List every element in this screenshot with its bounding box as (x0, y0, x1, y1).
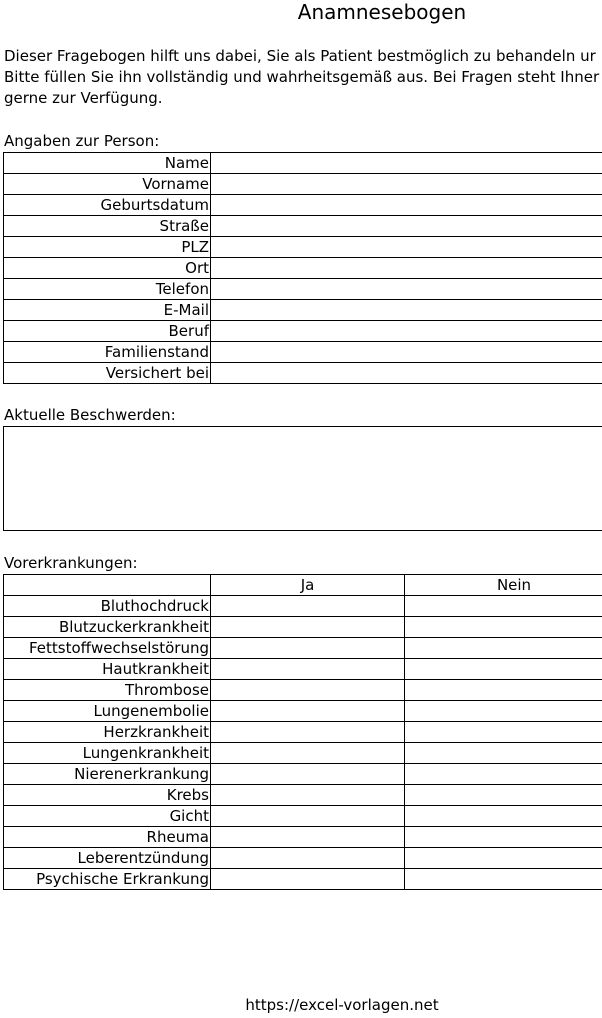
personal-row (4, 363, 602, 384)
intro-line: Bitte füllen Sie ihn vollständig und wahrheitsgemäß aus. Bei Fragen steht Ihner (4, 68, 600, 86)
field-input[interactable] (211, 258, 602, 279)
header-blank-cell (4, 575, 211, 596)
personal-row (4, 153, 602, 174)
complaints-input[interactable] (3, 426, 602, 531)
condition-label: Leberentzündung (4, 848, 211, 869)
condition-row (4, 785, 602, 806)
condition-row (4, 701, 602, 722)
personal-row (4, 237, 602, 258)
ja-cell[interactable] (211, 722, 405, 743)
condition-label: Gicht (4, 806, 211, 827)
field-label: Vorname (4, 174, 211, 195)
condition-row (4, 617, 602, 638)
nein-cell[interactable] (405, 806, 602, 827)
ja-cell[interactable] (211, 806, 405, 827)
nein-cell[interactable] (405, 848, 602, 869)
field-input[interactable] (211, 174, 602, 195)
field-input[interactable] (211, 300, 602, 321)
ja-cell[interactable] (211, 785, 405, 806)
nein-cell[interactable] (405, 785, 602, 806)
condition-label: Blutzuckerkrankheit (4, 617, 211, 638)
intro-line: Dieser Fragebogen hilft uns dabei, Sie als Patient bestmöglich zu behandeln ur (4, 47, 596, 65)
condition-label: Thrombose (4, 680, 211, 701)
field-input[interactable] (211, 216, 602, 237)
field-input[interactable] (211, 342, 602, 363)
condition-label: Krebs (4, 785, 211, 806)
personal-row (4, 321, 602, 342)
nein-cell[interactable] (405, 617, 602, 638)
personal-row (4, 342, 602, 363)
conditions-header-row (4, 575, 602, 596)
nein-cell[interactable] (405, 827, 602, 848)
field-label: Beruf (4, 321, 211, 342)
condition-label: Nierenerkrankung (4, 764, 211, 785)
personal-row (4, 300, 602, 321)
personal-row (4, 174, 602, 195)
condition-row (4, 659, 602, 680)
nein-cell[interactable] (405, 596, 602, 617)
ja-cell[interactable] (211, 596, 405, 617)
field-label: Familienstand (4, 342, 211, 363)
column-header-nein: Nein (405, 575, 602, 596)
field-label: Name (4, 153, 211, 174)
field-label: Geburtsdatum (4, 195, 211, 216)
nein-cell[interactable] (405, 764, 602, 785)
condition-label: Herzkrankheit (4, 722, 211, 743)
condition-label: Lungenembolie (4, 701, 211, 722)
condition-row (4, 827, 602, 848)
column-header-ja: Ja (211, 575, 405, 596)
condition-label: Fettstoffwechselstörung (4, 638, 211, 659)
field-input[interactable] (211, 195, 602, 216)
condition-label: Lungenkrankheit (4, 743, 211, 764)
ja-cell[interactable] (211, 764, 405, 785)
complaints-heading: Aktuelle Beschwerden: (4, 406, 176, 424)
ja-cell[interactable] (211, 659, 405, 680)
field-input[interactable] (211, 321, 602, 342)
personal-row (4, 279, 602, 300)
ja-cell[interactable] (211, 848, 405, 869)
nein-cell[interactable] (405, 680, 602, 701)
field-input[interactable] (211, 363, 602, 384)
footer-url[interactable]: https://excel-vorlagen.net (245, 996, 439, 1014)
ja-cell[interactable] (211, 680, 405, 701)
condition-row (4, 806, 602, 827)
condition-row (4, 743, 602, 764)
condition-label: Rheuma (4, 827, 211, 848)
nein-cell[interactable] (405, 659, 602, 680)
ja-cell[interactable] (211, 638, 405, 659)
field-input[interactable] (211, 237, 602, 258)
field-input[interactable] (211, 279, 602, 300)
conditions-table (3, 574, 602, 890)
condition-row (4, 869, 602, 890)
personal-row (4, 258, 602, 279)
field-label: Telefon (4, 279, 211, 300)
condition-row (4, 848, 602, 869)
condition-label: Psychische Erkrankung (4, 869, 211, 890)
ja-cell[interactable] (211, 617, 405, 638)
ja-cell[interactable] (211, 827, 405, 848)
condition-row (4, 638, 602, 659)
nein-cell[interactable] (405, 869, 602, 890)
ja-cell[interactable] (211, 701, 405, 722)
personal-row (4, 216, 602, 237)
nein-cell[interactable] (405, 722, 602, 743)
condition-row (4, 764, 602, 785)
nein-cell[interactable] (405, 638, 602, 659)
nein-cell[interactable] (405, 701, 602, 722)
field-label: E-Mail (4, 300, 211, 321)
field-label: Versichert bei (4, 363, 211, 384)
conditions-heading: Vorerkrankungen: (4, 554, 138, 572)
field-label: Ort (4, 258, 211, 279)
page-title: Anamnesebogen (297, 0, 467, 24)
ja-cell[interactable] (211, 869, 405, 890)
condition-row (4, 722, 602, 743)
personal-heading: Angaben zur Person: (4, 132, 160, 150)
nein-cell[interactable] (405, 743, 602, 764)
condition-label: Hautkrankheit (4, 659, 211, 680)
field-input[interactable] (211, 153, 602, 174)
condition-row (4, 680, 602, 701)
ja-cell[interactable] (211, 743, 405, 764)
personal-table (3, 152, 602, 384)
intro-line: gerne zur Verfügung. (4, 89, 163, 107)
condition-label: Bluthochdruck (4, 596, 211, 617)
field-label: Straße (4, 216, 211, 237)
personal-row (4, 195, 602, 216)
intro-text (4, 46, 602, 109)
condition-row (4, 596, 602, 617)
field-label: PLZ (4, 237, 211, 258)
